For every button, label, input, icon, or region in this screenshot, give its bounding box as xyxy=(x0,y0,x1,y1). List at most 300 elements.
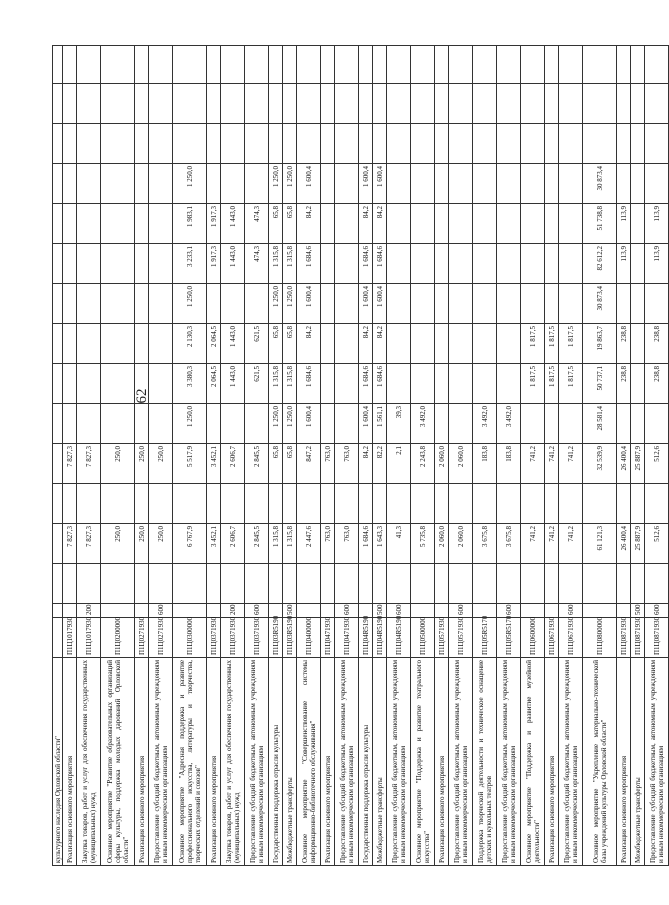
row-value-cell xyxy=(335,284,359,324)
row-value-cell xyxy=(497,564,521,604)
table-row xyxy=(77,46,101,866)
budget-table xyxy=(52,45,669,866)
row-value-cell: 621,5 xyxy=(245,324,269,364)
row-value-cell xyxy=(53,484,63,524)
row-value-cell xyxy=(387,364,411,404)
row-kvr-cell xyxy=(435,604,449,618)
row-value-cell: 1 684,6 xyxy=(373,364,387,404)
row-value-cell xyxy=(545,564,559,604)
row-value-cell xyxy=(53,84,63,124)
row-value-cell xyxy=(135,84,149,124)
row-value-cell xyxy=(77,84,101,124)
row-value-cell: 113,9 xyxy=(617,204,631,244)
row-value-cell xyxy=(473,364,497,404)
row-value-cell: 1 684,6 xyxy=(359,524,373,564)
row-value-cell xyxy=(207,404,221,444)
row-value-cell xyxy=(63,124,77,164)
row-code-cell: П1Ц0671930 xyxy=(559,618,583,658)
row-value-cell: 84,2 xyxy=(373,324,387,364)
row-value-cell xyxy=(497,204,521,244)
row-name-cell: Предоставление субсидий бюджетным, автономным учреждениям и иным некоммерческим организациям xyxy=(387,658,411,866)
table-row xyxy=(207,46,221,866)
row-value-cell xyxy=(373,484,387,524)
row-value-cell: 1 600,4 xyxy=(373,164,387,204)
row-value-cell xyxy=(449,204,473,244)
row-value-cell: 82 612,2 xyxy=(583,244,617,284)
row-name-cell: Реализация основного мероприятия xyxy=(435,658,449,866)
row-value-cell: 3 492,0 xyxy=(411,404,435,444)
row-value-cell xyxy=(631,484,645,524)
row-name-cell: Основное мероприятие "Совершенствование системы информационно-библиотечного обслуживания" xyxy=(297,658,321,866)
row-value-cell xyxy=(135,124,149,164)
row-kvr-cell: 500 xyxy=(283,604,297,618)
row-code-cell: П1Ц1017930 xyxy=(77,618,101,658)
row-value-cell xyxy=(583,124,617,164)
row-value-cell xyxy=(245,84,269,124)
row-name-cell: Предоставление субсидий бюджетным, автономным учреждениям и иным некоммерческим организациям xyxy=(335,658,359,866)
row-value-cell xyxy=(521,484,545,524)
row-value-cell xyxy=(63,164,77,204)
row-value-cell: 512,6 xyxy=(645,524,669,564)
row-kvr-cell: 200 xyxy=(221,604,245,618)
row-value-cell: 30 873,4 xyxy=(583,284,617,324)
row-value-cell: 6 767,9 xyxy=(173,524,207,564)
row-value-cell xyxy=(387,124,411,164)
row-name-cell: Закупка товаров, работ и услуг для обеспечения государственных (муниципальных) нужд xyxy=(221,658,245,866)
row-value-cell: 1 443,0 xyxy=(221,204,245,244)
table-row xyxy=(335,46,359,866)
row-name-cell: Реализация основного мероприятия xyxy=(135,658,149,866)
table-row xyxy=(297,46,321,866)
row-value-cell xyxy=(149,484,173,524)
row-code-cell: П1Ц0471930 xyxy=(335,618,359,658)
row-value-cell xyxy=(53,164,63,204)
row-value-cell: 474,3 xyxy=(245,244,269,284)
row-value-cell xyxy=(245,484,269,524)
row-value-cell xyxy=(583,84,617,124)
row-value-cell xyxy=(135,284,149,324)
row-value-cell xyxy=(321,564,335,604)
row-code-cell: П1Ц0271930 xyxy=(135,618,149,658)
row-value-cell xyxy=(221,84,245,124)
row-value-cell: 3 233,1 xyxy=(173,244,207,284)
row-name-cell: Реализация основного мероприятия xyxy=(63,658,77,866)
row-value-cell xyxy=(617,84,631,124)
row-code-cell: П1Ц1017930 xyxy=(63,618,77,658)
row-value-cell: 2,1 xyxy=(387,444,411,484)
table-row xyxy=(359,46,373,866)
table-row xyxy=(321,46,335,866)
row-value-cell xyxy=(321,484,335,524)
row-value-cell xyxy=(631,364,645,404)
row-value-cell xyxy=(269,124,283,164)
row-value-cell xyxy=(473,324,497,364)
row-value-cell: 1 917,3 xyxy=(207,244,221,284)
row-value-cell xyxy=(321,404,335,444)
row-value-cell xyxy=(521,46,545,84)
row-value-cell xyxy=(283,84,297,124)
row-value-cell xyxy=(207,284,221,324)
row-value-cell: 1 250,0 xyxy=(283,164,297,204)
row-value-cell xyxy=(321,204,335,244)
row-value-cell: 3 675,8 xyxy=(497,524,521,564)
row-value-cell xyxy=(497,284,521,324)
row-value-cell: 512,6 xyxy=(645,444,669,484)
row-value-cell: 65,8 xyxy=(269,444,283,484)
row-value-cell xyxy=(149,124,173,164)
row-value-cell: 763,0 xyxy=(335,444,359,484)
row-value-cell xyxy=(387,84,411,124)
row-value-cell xyxy=(321,124,335,164)
row-code-cell xyxy=(53,618,63,658)
row-value-cell: 2 064,5 xyxy=(207,324,221,364)
row-value-cell xyxy=(149,204,173,244)
row-value-cell xyxy=(245,404,269,444)
row-name-cell: культурного наследия Орловской области" xyxy=(53,658,63,866)
row-value-cell: 763,0 xyxy=(321,524,335,564)
row-value-cell: 65,8 xyxy=(283,204,297,244)
row-value-cell xyxy=(387,164,411,204)
row-value-cell: 1 684,6 xyxy=(297,364,321,404)
row-value-cell xyxy=(617,484,631,524)
row-value-cell: 2 243,8 xyxy=(411,444,435,484)
row-value-cell xyxy=(631,284,645,324)
row-value-cell xyxy=(207,46,221,84)
row-code-cell: П1Ц03R5190 xyxy=(269,618,283,658)
page-number: 62 xyxy=(134,388,150,404)
row-value-cell xyxy=(101,84,135,124)
row-value-cell xyxy=(77,284,101,324)
row-value-cell: 763,0 xyxy=(321,444,335,484)
row-value-cell: 1 983,1 xyxy=(173,204,207,244)
row-value-cell: 2 060,0 xyxy=(435,444,449,484)
row-kvr-cell: 600 xyxy=(645,604,669,618)
row-value-cell xyxy=(521,204,545,244)
row-value-cell xyxy=(297,564,321,604)
row-code-cell: П1Ц04R5190 xyxy=(387,618,411,658)
row-value-cell xyxy=(645,284,669,324)
row-value-cell: 250,0 xyxy=(135,444,149,484)
row-value-cell xyxy=(135,46,149,84)
row-value-cell xyxy=(149,324,173,364)
row-value-cell: 1 315,8 xyxy=(283,364,297,404)
row-value-cell: 5 735,8 xyxy=(411,524,435,564)
row-kvr-cell xyxy=(521,604,545,618)
row-value-cell xyxy=(77,364,101,404)
row-kvr-cell xyxy=(173,604,207,618)
row-value-cell xyxy=(617,564,631,604)
row-value-cell: 7 827,3 xyxy=(63,444,77,484)
row-value-cell xyxy=(359,564,373,604)
row-value-cell xyxy=(497,124,521,164)
row-value-cell: 1 443,0 xyxy=(221,324,245,364)
row-name-cell: Межбюджетные трансферты xyxy=(373,658,387,866)
row-kvr-cell: 500 xyxy=(631,604,645,618)
row-value-cell xyxy=(411,204,435,244)
row-value-cell: 621,5 xyxy=(245,364,269,404)
row-kvr-cell: 500 xyxy=(373,604,387,618)
row-value-cell xyxy=(53,564,63,604)
row-value-cell xyxy=(173,484,207,524)
row-value-cell xyxy=(631,324,645,364)
row-value-cell xyxy=(101,244,135,284)
row-value-cell: 82,2 xyxy=(373,444,387,484)
row-value-cell xyxy=(283,484,297,524)
row-value-cell: 183,8 xyxy=(473,444,497,484)
row-value-cell: 183,8 xyxy=(497,444,521,484)
row-value-cell xyxy=(321,284,335,324)
row-value-cell: 1 600,4 xyxy=(359,284,373,324)
row-value-cell xyxy=(321,244,335,284)
row-value-cell xyxy=(101,164,135,204)
row-value-cell: 1 250,0 xyxy=(269,164,283,204)
row-code-cell: П1Ц0200000 xyxy=(101,618,135,658)
row-value-cell xyxy=(77,46,101,84)
row-name-cell: Государственная поддержка отрасли культуры xyxy=(359,658,373,866)
row-value-cell xyxy=(631,164,645,204)
row-value-cell xyxy=(435,164,449,204)
row-value-cell: 1 250,0 xyxy=(173,404,207,444)
row-value-cell: 65,8 xyxy=(283,444,297,484)
row-value-cell: 1 315,8 xyxy=(269,244,283,284)
row-kvr-cell xyxy=(321,604,335,618)
row-value-cell xyxy=(521,84,545,124)
table-row xyxy=(101,46,135,866)
row-value-cell: 741,2 xyxy=(521,524,545,564)
row-code-cell: П1Ц0871930 xyxy=(645,618,669,658)
row-value-cell xyxy=(101,204,135,244)
row-value-cell: 84,2 xyxy=(359,444,373,484)
row-value-cell xyxy=(583,564,617,604)
row-value-cell xyxy=(449,84,473,124)
row-value-cell xyxy=(53,444,63,484)
row-value-cell xyxy=(321,84,335,124)
row-value-cell: 84,2 xyxy=(359,324,373,364)
row-value-cell xyxy=(297,124,321,164)
row-value-cell xyxy=(497,164,521,204)
row-value-cell: 250,0 xyxy=(149,524,173,564)
row-value-cell xyxy=(435,564,449,604)
row-name-cell: Реализация основного мероприятия xyxy=(207,658,221,866)
row-value-cell xyxy=(497,46,521,84)
row-value-cell: 113,9 xyxy=(617,244,631,284)
row-value-cell xyxy=(245,564,269,604)
row-value-cell: 1 817,5 xyxy=(545,364,559,404)
row-value-cell xyxy=(497,364,521,404)
row-value-cell xyxy=(583,484,617,524)
row-value-cell: 250,0 xyxy=(101,524,135,564)
row-value-cell xyxy=(135,404,149,444)
row-value-cell: 26 400,4 xyxy=(617,444,631,484)
row-value-cell: 1 315,8 xyxy=(283,524,297,564)
row-value-cell xyxy=(335,244,359,284)
row-value-cell xyxy=(411,364,435,404)
row-value-cell xyxy=(335,46,359,84)
row-value-cell xyxy=(101,484,135,524)
row-value-cell xyxy=(321,364,335,404)
row-value-cell: 7 827,3 xyxy=(77,444,101,484)
row-value-cell xyxy=(149,164,173,204)
row-value-cell xyxy=(631,204,645,244)
row-value-cell xyxy=(435,84,449,124)
row-value-cell xyxy=(221,46,245,84)
row-value-cell xyxy=(435,324,449,364)
row-value-cell xyxy=(559,204,583,244)
row-kvr-cell: 200 xyxy=(77,604,101,618)
row-value-cell: 250,0 xyxy=(149,444,173,484)
row-name-cell: Основное мероприятие "Поддержка и развитие музейной деятельности" xyxy=(521,658,545,866)
row-value-cell xyxy=(63,244,77,284)
row-value-cell xyxy=(321,164,335,204)
row-value-cell xyxy=(373,84,387,124)
row-value-cell: 3 452,1 xyxy=(207,444,221,484)
row-value-cell: 238,8 xyxy=(617,364,631,404)
row-value-cell xyxy=(335,484,359,524)
row-value-cell xyxy=(449,284,473,324)
row-value-cell xyxy=(449,364,473,404)
row-value-cell xyxy=(149,404,173,444)
row-value-cell: 250,0 xyxy=(101,444,135,484)
row-value-cell: 2 060,0 xyxy=(449,524,473,564)
row-value-cell xyxy=(63,284,77,324)
row-value-cell xyxy=(221,164,245,204)
row-value-cell: 28 581,4 xyxy=(583,404,617,444)
row-value-cell: 1 917,3 xyxy=(207,204,221,244)
row-value-cell: 3 452,1 xyxy=(207,524,221,564)
row-kvr-cell xyxy=(135,604,149,618)
table-row xyxy=(387,46,411,866)
table-row xyxy=(221,46,245,866)
row-kvr-cell xyxy=(617,604,631,618)
row-value-cell: 2 060,0 xyxy=(449,444,473,484)
row-value-cell: 19 863,7 xyxy=(583,324,617,364)
row-value-cell xyxy=(559,404,583,444)
row-value-cell xyxy=(77,244,101,284)
row-value-cell xyxy=(77,484,101,524)
row-value-cell xyxy=(521,124,545,164)
row-value-cell xyxy=(135,324,149,364)
row-value-cell xyxy=(545,244,559,284)
row-value-cell xyxy=(101,404,135,444)
table-body xyxy=(53,46,669,866)
row-value-cell xyxy=(53,364,63,404)
row-value-cell: 847,2 xyxy=(297,444,321,484)
row-value-cell xyxy=(449,124,473,164)
row-value-cell xyxy=(359,484,373,524)
row-value-cell: 84,2 xyxy=(359,204,373,244)
row-value-cell: 84,2 xyxy=(297,204,321,244)
row-value-cell: 2 060,0 xyxy=(435,524,449,564)
row-value-cell xyxy=(101,364,135,404)
row-value-cell xyxy=(631,84,645,124)
row-value-cell xyxy=(101,124,135,164)
row-value-cell xyxy=(269,564,283,604)
row-value-cell: 30 873,4 xyxy=(583,164,617,204)
row-value-cell xyxy=(545,284,559,324)
row-value-cell xyxy=(559,124,583,164)
row-name-cell: Межбюджетные трансферты xyxy=(283,658,297,866)
row-value-cell xyxy=(559,484,583,524)
row-value-cell: 1 250,0 xyxy=(269,404,283,444)
row-code-cell: П1Ц05R5170 xyxy=(497,618,521,658)
row-value-cell xyxy=(297,46,321,84)
row-value-cell xyxy=(387,244,411,284)
row-value-cell xyxy=(411,84,435,124)
row-value-cell: 39,3 xyxy=(387,404,411,444)
row-name-cell: Основное мероприятие "Адресная поддержка и развитие профессионального искусства, литературы и творчества, творческих отделений и союзов" xyxy=(173,658,207,866)
row-value-cell xyxy=(283,564,297,604)
row-code-cell: П1Ц0800000 xyxy=(583,618,617,658)
row-value-cell: 238,8 xyxy=(645,364,669,404)
table-row xyxy=(645,46,669,866)
row-value-cell xyxy=(53,124,63,164)
row-value-cell xyxy=(149,364,173,404)
row-value-cell: 61 121,3 xyxy=(583,524,617,564)
row-value-cell: 65,8 xyxy=(283,324,297,364)
row-name-cell: Поддержка творческой деятельности и техническое оснащение детских и кукольных театров xyxy=(473,658,497,866)
row-value-cell xyxy=(411,564,435,604)
row-name-cell: Государственная поддержка отрасли культуры xyxy=(269,658,283,866)
row-value-cell: 1 600,4 xyxy=(373,284,387,324)
row-value-cell xyxy=(449,244,473,284)
row-value-cell xyxy=(173,84,207,124)
row-value-cell: 2 845,5 xyxy=(245,444,269,484)
row-value-cell xyxy=(411,484,435,524)
row-value-cell: 1 315,8 xyxy=(283,244,297,284)
row-value-cell xyxy=(631,564,645,604)
row-value-cell xyxy=(207,164,221,204)
row-value-cell: 3 380,3 xyxy=(173,364,207,404)
row-value-cell xyxy=(545,484,559,524)
row-value-cell xyxy=(411,164,435,204)
row-value-cell: 51 738,8 xyxy=(583,204,617,244)
table-row xyxy=(545,46,559,866)
row-value-cell xyxy=(53,46,63,84)
row-value-cell xyxy=(559,84,583,124)
row-value-cell: 3 492,0 xyxy=(473,404,497,444)
row-value-cell xyxy=(63,46,77,84)
row-value-cell: 84,2 xyxy=(373,204,387,244)
row-value-cell xyxy=(135,484,149,524)
row-value-cell xyxy=(373,564,387,604)
row-value-cell xyxy=(335,324,359,364)
row-value-cell: 763,0 xyxy=(335,524,359,564)
row-value-cell xyxy=(435,124,449,164)
row-value-cell: 1 817,5 xyxy=(545,324,559,364)
table-row xyxy=(583,46,617,866)
row-name-cell: Реализация основного мероприятия xyxy=(617,658,631,866)
row-value-cell xyxy=(77,124,101,164)
row-value-cell xyxy=(631,124,645,164)
row-value-cell xyxy=(645,404,669,444)
row-name-cell: Межбюджетные трансферты xyxy=(631,658,645,866)
table-row xyxy=(269,46,283,866)
row-value-cell xyxy=(497,324,521,364)
row-name-cell: Предоставление субсидий бюджетным, автономным учреждениям и иным некоммерческим организациям xyxy=(449,658,473,866)
row-value-cell xyxy=(297,484,321,524)
row-value-cell: 741,2 xyxy=(545,444,559,484)
row-value-cell xyxy=(297,84,321,124)
row-value-cell xyxy=(101,46,135,84)
row-value-cell xyxy=(173,124,207,164)
row-value-cell xyxy=(245,164,269,204)
row-value-cell: 250,0 xyxy=(135,524,149,564)
row-value-cell: 2 845,5 xyxy=(245,524,269,564)
row-value-cell xyxy=(645,84,669,124)
row-kvr-cell: 600 xyxy=(335,604,359,618)
row-value-cell: 1 315,8 xyxy=(269,524,283,564)
row-value-cell xyxy=(617,284,631,324)
